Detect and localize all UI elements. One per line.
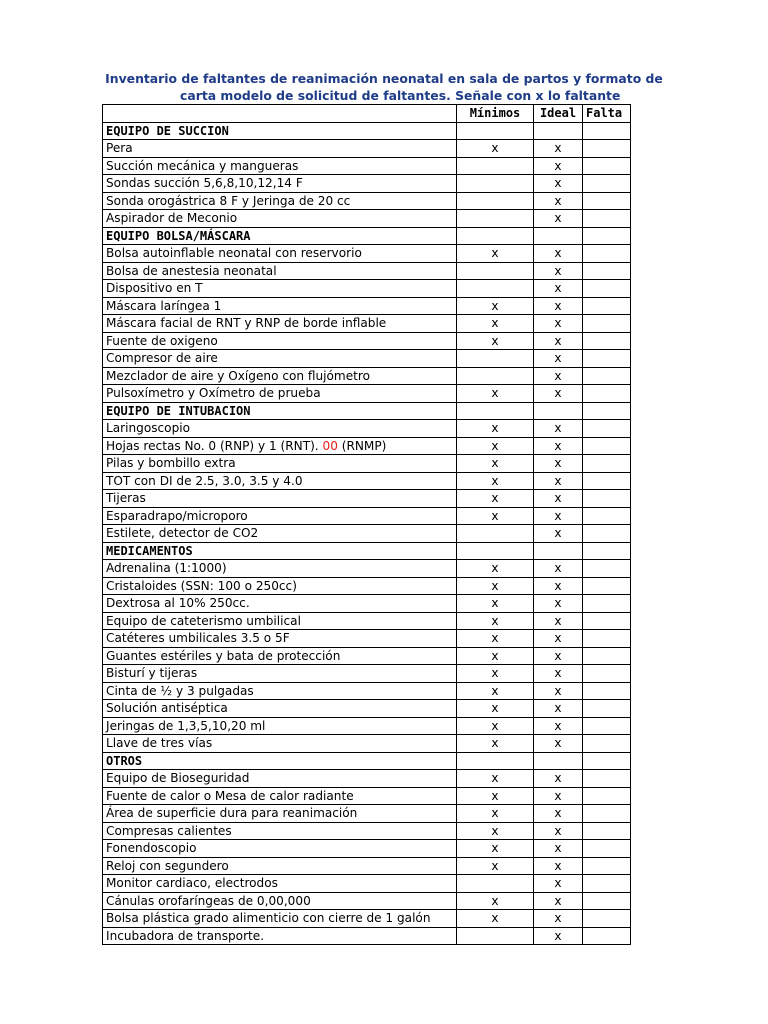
falta-checkbox-cell[interactable] (583, 857, 631, 875)
falta-checkbox-cell[interactable] (583, 630, 631, 648)
minimos-cell: x (457, 857, 534, 875)
table-row (103, 210, 631, 228)
item-label: Monitor cardiaco, electrodos (103, 875, 457, 893)
minimos-cell (457, 367, 534, 385)
falta-checkbox-cell[interactable] (583, 735, 631, 753)
item-label: Equipo de Bioseguridad (103, 770, 457, 788)
item-label: Bolsa de anestesia neonatal (103, 262, 457, 280)
ideal-cell: x (534, 262, 583, 280)
highlighted-size-text: 00 (322, 438, 338, 453)
section-label: MEDICAMENTOS (103, 542, 457, 560)
item-label: Sonda orogástrica 8 F y Jeringa de 20 cc (103, 192, 457, 210)
falta-checkbox-cell[interactable] (583, 700, 631, 718)
falta-checkbox-cell[interactable] (583, 280, 631, 298)
item-label: TOT con DI de 2.5, 3.0, 3.5 y 4.0 (103, 472, 457, 490)
table-row (103, 367, 631, 385)
item-label: Fuente de calor o Mesa de calor radiante (103, 787, 457, 805)
item-label: Pilas y bombillo extra (103, 455, 457, 473)
minimos-cell: x (457, 507, 534, 525)
minimos-cell: x (457, 910, 534, 928)
minimos-cell (457, 122, 534, 140)
ideal-cell: x (534, 805, 583, 823)
table-row (103, 507, 631, 525)
falta-checkbox-cell[interactable] (583, 175, 631, 193)
section-label: EQUIPO DE INTUBACION (103, 402, 457, 420)
ideal-cell: x (534, 367, 583, 385)
falta-checkbox-cell[interactable] (583, 682, 631, 700)
table-row (103, 140, 631, 158)
table-row (103, 420, 631, 438)
minimos-cell: x (457, 577, 534, 595)
item-label: Incubadora de transporte. (103, 927, 457, 945)
item-label: Máscara facial de RNT y RNP de borde inflable (103, 315, 457, 333)
section-row (103, 402, 631, 420)
ideal-cell: x (534, 157, 583, 175)
item-label: Dextrosa al 10% 250cc. (103, 595, 457, 613)
minimos-cell: x (457, 612, 534, 630)
minimos-cell: x (457, 805, 534, 823)
table-header-row (103, 105, 631, 123)
falta-checkbox-cell[interactable] (583, 647, 631, 665)
falta-checkbox-cell[interactable] (583, 717, 631, 735)
table-row (103, 717, 631, 735)
table-row (103, 525, 631, 543)
ideal-cell: x (534, 577, 583, 595)
table-row (103, 735, 631, 753)
falta-checkbox-cell[interactable] (583, 507, 631, 525)
ideal-cell: x (534, 630, 583, 648)
ideal-cell: x (534, 245, 583, 263)
falta-checkbox-cell[interactable] (583, 910, 631, 928)
ideal-cell: x (534, 822, 583, 840)
item-label: Fonendoscopio (103, 840, 457, 858)
table-row (103, 472, 631, 490)
falta-checkbox-cell[interactable] (583, 595, 631, 613)
minimos-cell: x (457, 630, 534, 648)
table-row (103, 595, 631, 613)
item-label: Mezclador de aire y Oxígeno con flujómetro (103, 367, 457, 385)
minimos-cell: x (457, 787, 534, 805)
section-row (103, 752, 631, 770)
falta-checkbox-cell[interactable] (583, 315, 631, 333)
minimos-cell (457, 157, 534, 175)
item-label: Succión mecánica y mangueras (103, 157, 457, 175)
table-row (103, 822, 631, 840)
falta-checkbox-cell[interactable] (583, 140, 631, 158)
item-label: Cinta de ½ y 3 pulgadas (103, 682, 457, 700)
falta-checkbox-cell[interactable] (583, 350, 631, 368)
falta-checkbox-cell[interactable] (583, 560, 631, 578)
table-row (103, 577, 631, 595)
table-row (103, 700, 631, 718)
minimos-cell (457, 525, 534, 543)
ideal-cell (534, 752, 583, 770)
item-label-suffix: (RNMP) (337, 438, 387, 453)
falta-checkbox-cell[interactable] (583, 455, 631, 473)
ideal-cell: x (534, 560, 583, 578)
item-label: Pera (103, 140, 457, 158)
minimos-cell (457, 542, 534, 560)
ideal-cell: x (534, 735, 583, 753)
minimos-cell (457, 402, 534, 420)
ideal-cell: x (534, 297, 583, 315)
ideal-cell: x (534, 437, 583, 455)
ideal-cell: x (534, 350, 583, 368)
ideal-cell: x (534, 140, 583, 158)
ideal-cell (534, 402, 583, 420)
ideal-cell: x (534, 385, 583, 403)
minimos-cell: x (457, 455, 534, 473)
table-row (103, 245, 631, 263)
item-label: Área de superficie dura para reanimación (103, 805, 457, 823)
item-label: Bolsa plástica grado alimenticio con cierre de 1 galón (103, 910, 457, 928)
header-ideal: Ideal (534, 105, 583, 123)
ideal-cell (534, 227, 583, 245)
item-label: Llave de tres vías (103, 735, 457, 753)
item-label: Fuente de oxigeno (103, 332, 457, 350)
minimos-cell (457, 350, 534, 368)
ideal-cell: x (534, 280, 583, 298)
table-row (103, 787, 631, 805)
item-label: Aspirador de Meconio (103, 210, 457, 228)
falta-checkbox-cell[interactable] (583, 192, 631, 210)
table-row (103, 385, 631, 403)
ideal-cell: x (534, 525, 583, 543)
minimos-cell: x (457, 140, 534, 158)
table-row (103, 875, 631, 893)
ideal-cell: x (534, 857, 583, 875)
minimos-cell (457, 752, 534, 770)
ideal-cell: x (534, 507, 583, 525)
item-label: Estilete, detector de CO2 (103, 525, 457, 543)
minimos-cell: x (457, 717, 534, 735)
section-label: OTROS (103, 752, 457, 770)
ideal-cell: x (534, 332, 583, 350)
table-row (103, 280, 631, 298)
document-title-line-1: Inventario de faltantes de reanimación neonatal en sala de partos y formato de (105, 71, 663, 86)
header-minimos: Mínimos (457, 105, 534, 123)
item-label: Adrenalina (1:1000) (103, 560, 457, 578)
table-row (103, 332, 631, 350)
falta-checkbox-cell[interactable] (583, 822, 631, 840)
falta-checkbox-cell[interactable] (583, 770, 631, 788)
minimos-cell: x (457, 647, 534, 665)
item-label: Laringoscopio (103, 420, 457, 438)
item-label: Tijeras (103, 490, 457, 508)
item-label: Guantes estériles y bata de protección (103, 647, 457, 665)
ideal-cell: x (534, 472, 583, 490)
section-label: EQUIPO BOLSA/MÁSCARA (103, 227, 457, 245)
item-label: Jeringas de 1,3,5,10,20 ml (103, 717, 457, 735)
falta-checkbox-cell[interactable] (583, 367, 631, 385)
table-row (103, 612, 631, 630)
item-label: Bolsa autoinflable neonatal con reservorio (103, 245, 457, 263)
falta-checkbox-cell[interactable] (583, 227, 631, 245)
section-row (103, 542, 631, 560)
table-row (103, 157, 631, 175)
falta-checkbox-cell[interactable] (583, 805, 631, 823)
ideal-cell: x (534, 595, 583, 613)
item-label: Cánulas orofaríngeas de 0,00,000 (103, 892, 457, 910)
table-row (103, 297, 631, 315)
table-row (103, 665, 631, 683)
ideal-cell: x (534, 175, 583, 193)
ideal-cell (534, 122, 583, 140)
ideal-cell: x (534, 455, 583, 473)
falta-checkbox-cell[interactable] (583, 157, 631, 175)
falta-checkbox-cell[interactable] (583, 245, 631, 263)
ideal-cell: x (534, 647, 583, 665)
minimos-cell: x (457, 332, 534, 350)
minimos-cell (457, 192, 534, 210)
minimos-cell: x (457, 595, 534, 613)
table-row (103, 927, 631, 945)
falta-checkbox-cell[interactable] (583, 542, 631, 560)
falta-checkbox-cell[interactable] (583, 787, 631, 805)
minimos-cell: x (457, 770, 534, 788)
minimos-cell (457, 175, 534, 193)
minimos-cell (457, 210, 534, 228)
ideal-cell: x (534, 875, 583, 893)
minimos-cell (457, 280, 534, 298)
section-row (103, 122, 631, 140)
ideal-cell: x (534, 770, 583, 788)
table-row (103, 175, 631, 193)
section-label: EQUIPO DE SUCCION (103, 122, 457, 140)
minimos-cell: x (457, 892, 534, 910)
item-label: Reloj con segundero (103, 857, 457, 875)
minimos-cell: x (457, 682, 534, 700)
minimos-cell (457, 875, 534, 893)
minimos-cell: x (457, 560, 534, 578)
table-row (103, 192, 631, 210)
item-label: Catéteres umbilicales 3.5 o 5F (103, 630, 457, 648)
ideal-cell: x (534, 840, 583, 858)
minimos-cell: x (457, 472, 534, 490)
table-row (103, 560, 631, 578)
minimos-cell: x (457, 315, 534, 333)
minimos-cell: x (457, 822, 534, 840)
item-label: Sondas succión 5,6,8,10,12,14 F (103, 175, 457, 193)
table-row (103, 437, 631, 455)
minimos-cell: x (457, 665, 534, 683)
ideal-cell: x (534, 892, 583, 910)
item-label: Dispositivo en T (103, 280, 457, 298)
document-title-line-2: carta modelo de solicitud de faltantes. Señale con x lo faltante (180, 88, 621, 103)
ideal-cell (534, 542, 583, 560)
table-row (103, 315, 631, 333)
falta-checkbox-cell[interactable] (583, 490, 631, 508)
table-row (103, 682, 631, 700)
minimos-cell: x (457, 840, 534, 858)
ideal-cell: x (534, 700, 583, 718)
ideal-cell: x (534, 315, 583, 333)
table-row (103, 840, 631, 858)
minimos-cell: x (457, 735, 534, 753)
falta-checkbox-cell[interactable] (583, 122, 631, 140)
ideal-cell: x (534, 717, 583, 735)
minimos-cell (457, 927, 534, 945)
falta-checkbox-cell[interactable] (583, 927, 631, 945)
falta-checkbox-cell[interactable] (583, 525, 631, 543)
falta-checkbox-cell[interactable] (583, 402, 631, 420)
falta-checkbox-cell[interactable] (583, 472, 631, 490)
minimos-cell (457, 262, 534, 280)
ideal-cell: x (534, 927, 583, 945)
falta-checkbox-cell[interactable] (583, 840, 631, 858)
item-label: Bisturí y tijeras (103, 665, 457, 683)
minimos-cell: x (457, 700, 534, 718)
ideal-cell: x (534, 682, 583, 700)
item-label: Máscara laríngea 1 (103, 297, 457, 315)
item-label: Equipo de cateterismo umbilical (103, 612, 457, 630)
minimos-cell: x (457, 437, 534, 455)
ideal-cell: x (534, 192, 583, 210)
minimos-cell (457, 227, 534, 245)
item-label: Compresor de aire (103, 350, 457, 368)
falta-checkbox-cell[interactable] (583, 875, 631, 893)
item-label: Compresas calientes (103, 822, 457, 840)
ideal-cell: x (534, 612, 583, 630)
falta-checkbox-cell[interactable] (583, 665, 631, 683)
item-label-text: Hojas rectas No. 0 (RNP) y 1 (RNT). (106, 438, 323, 453)
falta-checkbox-cell[interactable] (583, 577, 631, 595)
falta-checkbox-cell[interactable] (583, 332, 631, 350)
falta-checkbox-cell[interactable] (583, 262, 631, 280)
falta-checkbox-cell[interactable] (583, 210, 631, 228)
table-row (103, 262, 631, 280)
table-row (103, 630, 631, 648)
item-label: Pulsoxímetro y Oxímetro de prueba (103, 385, 457, 403)
table-row (103, 490, 631, 508)
minimos-cell: x (457, 490, 534, 508)
falta-checkbox-cell[interactable] (583, 385, 631, 403)
item-label: Esparadrapo/microporo (103, 507, 457, 525)
ideal-cell: x (534, 210, 583, 228)
item-label: Cristaloides (SSN: 100 o 250cc) (103, 577, 457, 595)
table-row (103, 857, 631, 875)
ideal-cell: x (534, 787, 583, 805)
table-row (103, 350, 631, 368)
minimos-cell: x (457, 420, 534, 438)
falta-checkbox-cell[interactable] (583, 752, 631, 770)
ideal-cell: x (534, 665, 583, 683)
falta-checkbox-cell[interactable] (583, 437, 631, 455)
header-item-cell (103, 105, 457, 123)
ideal-cell: x (534, 490, 583, 508)
header-falta: Falta (583, 105, 631, 123)
falta-checkbox-cell[interactable] (583, 297, 631, 315)
inventory-table (102, 104, 631, 945)
table-row (103, 892, 631, 910)
minimos-cell: x (457, 385, 534, 403)
minimos-cell: x (457, 245, 534, 263)
table-row (103, 770, 631, 788)
section-row (103, 227, 631, 245)
table-row (103, 910, 631, 928)
minimos-cell: x (457, 297, 534, 315)
item-label (103, 437, 457, 455)
table-row (103, 805, 631, 823)
item-label: Solución antiséptica (103, 700, 457, 718)
ideal-cell: x (534, 420, 583, 438)
ideal-cell: x (534, 910, 583, 928)
falta-checkbox-cell[interactable] (583, 612, 631, 630)
falta-checkbox-cell[interactable] (583, 892, 631, 910)
table-row (103, 647, 631, 665)
falta-checkbox-cell[interactable] (583, 420, 631, 438)
table-row (103, 455, 631, 473)
